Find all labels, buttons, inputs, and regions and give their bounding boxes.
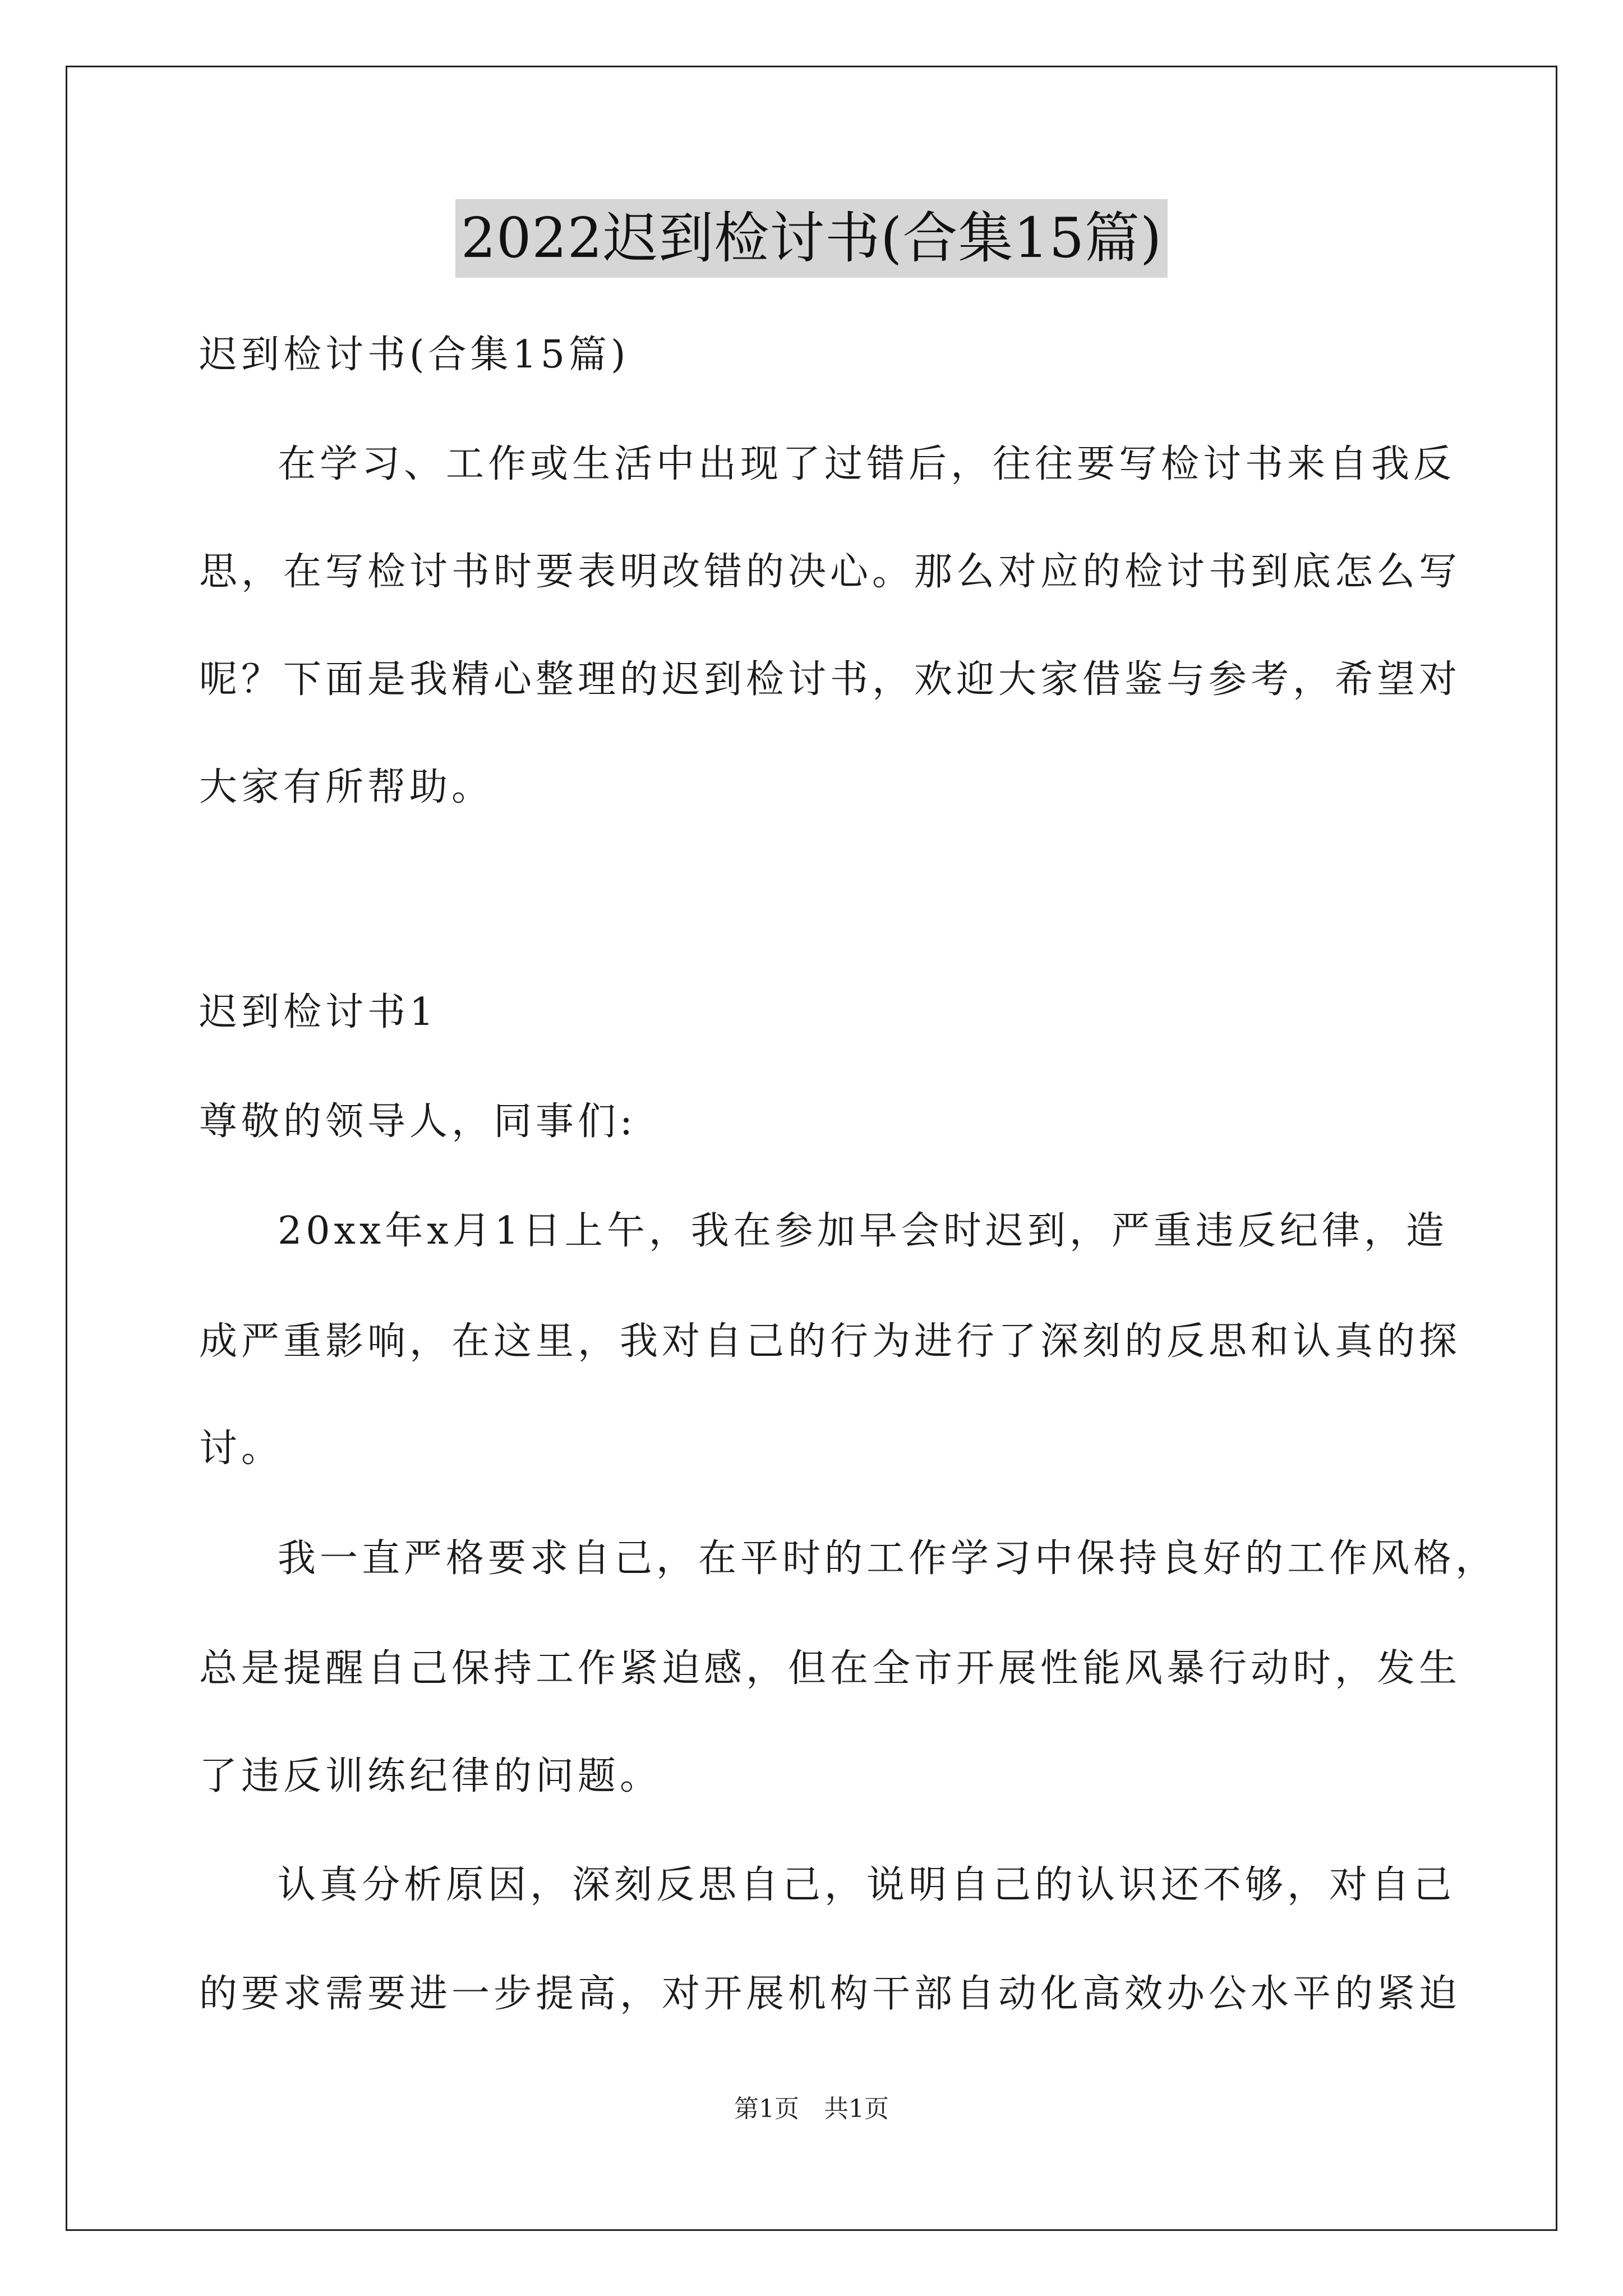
body-line-4: 大家有所帮助。 [199,765,494,809]
page-footer: 第1页 共1页 [734,2095,889,2123]
subtitle-line: 迟到检讨书(合集15篇) [199,333,630,377]
document-title: 2022迟到检讨书(合集15篇) [455,199,1168,278]
body-line-2: 思，在写检讨书时要表明改错的决心。那么对应的检讨书到底怎么写 [199,550,1461,594]
body-line-11: 总是提醒自己保持工作紧迫感，但在全市开展性能风暴行动时，发生 [199,1646,1461,1691]
body-line-8: 成严重影响，在这里，我对自己的行为进行了深刻的反思和认真的探 [199,1319,1461,1364]
body-line-12: 了违反训练纪律的问题。 [199,1754,662,1798]
title-container [0,199,1623,278]
salutation-line: 尊敬的领导人，同事们: [199,1099,637,1144]
body-line-7: 20xx年x月1日上午，我在参加早会时迟到，严重违反纪律，造 [278,1209,1448,1253]
body-line-3: 呢？下面是我精心整理的迟到检讨书，欢迎大家借鉴与参考，希望对 [199,657,1461,702]
body-line-13: 认真分析原因，深刻反思自己，说明自己的认识还不够，对自己 [278,1863,1456,1907]
body-line-9: 讨。 [199,1427,284,1471]
section-heading: 迟到检讨书1 [199,990,438,1034]
body-line-14: 的要求需要进一步提高，对开展机构干部自动化高效办公水平的紧迫 [199,1972,1461,2016]
body-line-10: 我一直严格要求自己，在平时的工作学习中保持良好的工作风格， [278,1536,1498,1581]
body-line-1: 在学习、工作或生活中出现了过错后，往往要写检讨书来自我反 [278,442,1456,486]
